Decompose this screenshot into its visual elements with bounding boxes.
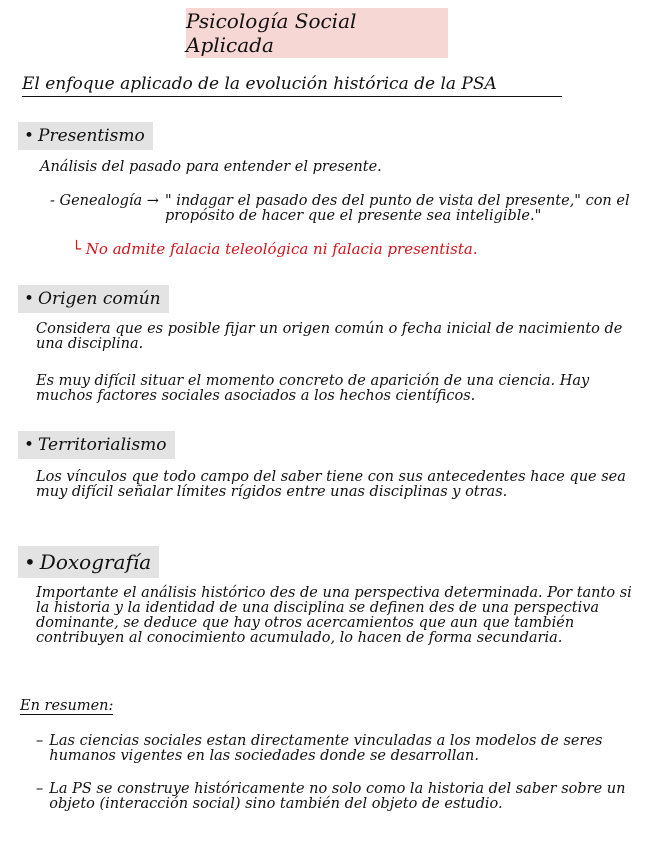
origen-paragraph-1: Considera que es posible fijar un origen común o fecha inicial de nacimiento de una disciplina. [36,321,623,352]
presentismo-text: Análisis del pasado para entender el presente. [40,159,382,175]
genealogia-label: - Genealogía → [50,193,159,209]
section-territorialismo-heading [18,431,175,459]
section-origen-heading [18,285,169,313]
bullet-icon: • [24,550,36,574]
summary-item-text: La PS se construye históricamente no solo como la historia del saber sobre un objeto (interacción social) sino también del objeto de estudio. [49,781,626,812]
heading-label: Presentismo [38,126,145,146]
dash-icon: – [36,733,44,749]
doxografia-text: Importante el análisis histórico des de una perspectiva determinada. Por tanto si la historia y la identidad de una disciplina se definen des de una perspectiva dominante, se deduce que hay otros acercamientos que aun que también contribuyen al conocimiento acumulado, lo hacen de forma secundaria. [36,585,632,646]
genealogia-item [50,194,640,224]
territorialismo-text: Los vínculos que todo campo del saber tiene con sus antecedentes hace que sea muy difícil señalar límites rígidos entre unas disciplinas y otras. [36,469,626,500]
presentismo-note: └ No admite falacia teleológica ni falacia presentista. [72,240,478,258]
summary-item-text: Las ciencias sociales estan directamente vinculadas a los modelos de seres humanos vigentes en las sociedades donde se desarrollan. [49,733,603,764]
bullet-icon: • [24,126,35,146]
heading-label: Doxografía [39,550,152,574]
page-subtitle: El enfoque aplicado de la evolución histórica de la PSA [22,74,562,97]
genealogia-text: " indagar el pasado des del punto de vista del presente," con el propósito de hacer que el presente sea inteligible." [164,193,630,224]
bullet-icon: • [24,435,35,455]
section-presentismo-heading [18,122,153,150]
dash-icon: – [36,781,44,797]
summary-item [36,782,636,812]
heading-label: Origen común [38,289,161,309]
heading-label: Territorialismo [38,435,167,455]
origen-paragraph-2: Es muy difícil situar el momento concreto de aparición de una ciencia. Hay muchos factores sociales asociados a los hechos científicos. [36,373,590,404]
summary-item [36,734,636,764]
page-title: Psicología Social Aplicada [186,8,448,58]
summary-heading: En resumen: [20,698,114,714]
bullet-icon: • [24,289,35,309]
section-doxografia-heading [18,546,159,578]
